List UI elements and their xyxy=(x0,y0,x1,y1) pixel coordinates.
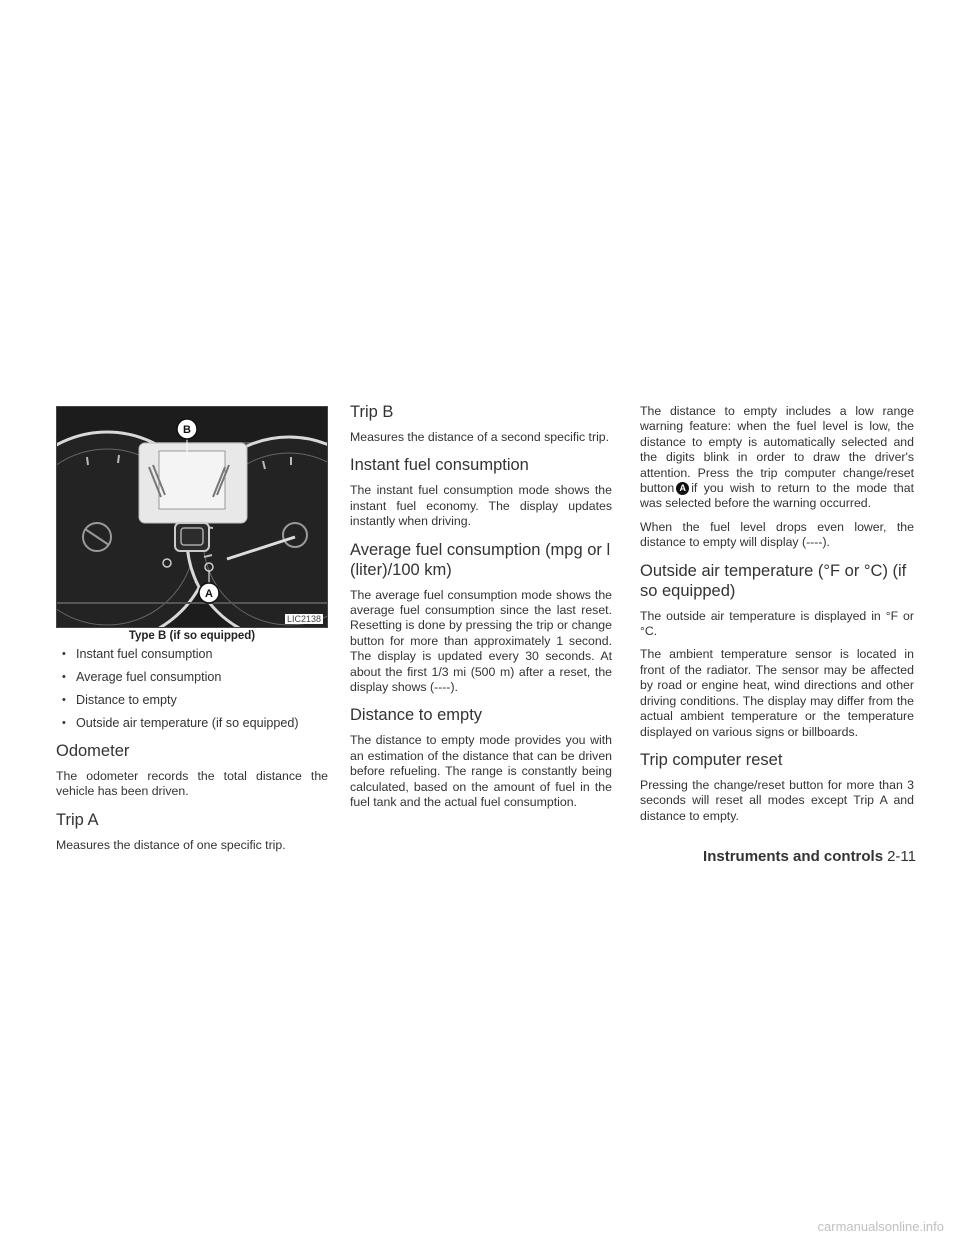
trip-b-text: Measures the distance of a second specific trip. xyxy=(350,430,610,444)
footer-section: Instruments and controls xyxy=(703,848,884,865)
figure-code: LIC2138 xyxy=(286,614,321,624)
mode-list xyxy=(56,646,328,731)
list-item: • Outside air temperature (if so equipped) xyxy=(60,715,328,731)
reset-heading: Trip computer reset xyxy=(640,750,783,769)
dte-text: The distance to empty mode provides you with an estimation of the distance that can be driven before refueling. The range is constantly being calculated, based on the amount of fuel in the fuel tank and the actual fuel consumption. xyxy=(350,733,612,810)
trip-b-heading: Trip B xyxy=(350,403,394,421)
trip-a-text: Measures the distance of one specific trip. xyxy=(56,837,286,852)
page-footer xyxy=(640,848,916,865)
callout-b-label: B xyxy=(183,424,191,436)
outside-temp-heading: Outside air temperature (°F or °C) (if so equipped) xyxy=(640,561,907,600)
list-item: • Distance to empty xyxy=(60,692,328,708)
average-text: The average fuel consumption mode shows the average fuel consumption since the last reset. Resetting is done by pressing the trip or change button for more than approximately 1 second. The display is updated every 30 seconds. At about the first 1/3 mi (500 m) after a reset, the display shows (----). xyxy=(350,587,612,695)
right-column xyxy=(640,404,914,832)
trip-a-heading: Trip A xyxy=(56,810,99,829)
list-item: • Average fuel consumption xyxy=(60,669,328,685)
page-number: 2-11 xyxy=(887,848,916,865)
dte-warning-before: The distance to empty includes a low range warning feature: when the fuel level is low, the distance to empty is automatically selected and the digits blink in order to draw the driver's attention. Press the trip computer change/reset button xyxy=(640,404,914,496)
instant-text: The instant fuel consumption mode shows the instant fuel economy. The display updates instantly when driving. xyxy=(350,483,612,529)
reset-text: Pressing the change/reset button for more than 3 seconds will reset all modes except Trip A and distance to empty. xyxy=(640,777,914,823)
dte-warning-text xyxy=(640,404,914,512)
odometer-text: The odometer records the total distance the vehicle has been driven. xyxy=(56,769,328,799)
left-column xyxy=(56,406,328,861)
dte-heading: Distance to empty xyxy=(350,706,483,725)
average-heading: Average fuel consumption (mpg or l (liter)/100 km) xyxy=(350,540,611,579)
button-a-icon: A xyxy=(676,482,689,495)
middle-column xyxy=(350,402,612,819)
outside-temp-text-1: The outside air temperature is displayed in °F or °C. xyxy=(640,608,914,639)
instant-heading: Instant fuel consumption xyxy=(350,456,529,475)
figure-caption: Type B (if so equipped) xyxy=(128,630,256,642)
watermark: carmanualsonline.info xyxy=(817,1219,944,1234)
list-item: • Instant fuel consumption xyxy=(60,646,328,662)
callout-a-label: A xyxy=(205,588,213,600)
outside-temp-text-2: The ambient temperature sensor is located in front of the radiator. The sensor may be affected by road or engine heat, wind directions and other driving conditions. The display may differ from the actual ambient temperature or the temperature displayed on various signs or billboards. xyxy=(640,647,914,739)
instrument-cluster-figure xyxy=(56,406,328,628)
odometer-heading: Odometer xyxy=(56,742,130,760)
instrument-cluster-illustration xyxy=(57,407,327,627)
dte-warning-after: if you wish to return to the mode that was selected before the warning occurred. xyxy=(640,481,914,511)
dte-lower-text: When the fuel level drops even lower, the distance to empty will display (----). xyxy=(640,519,914,550)
